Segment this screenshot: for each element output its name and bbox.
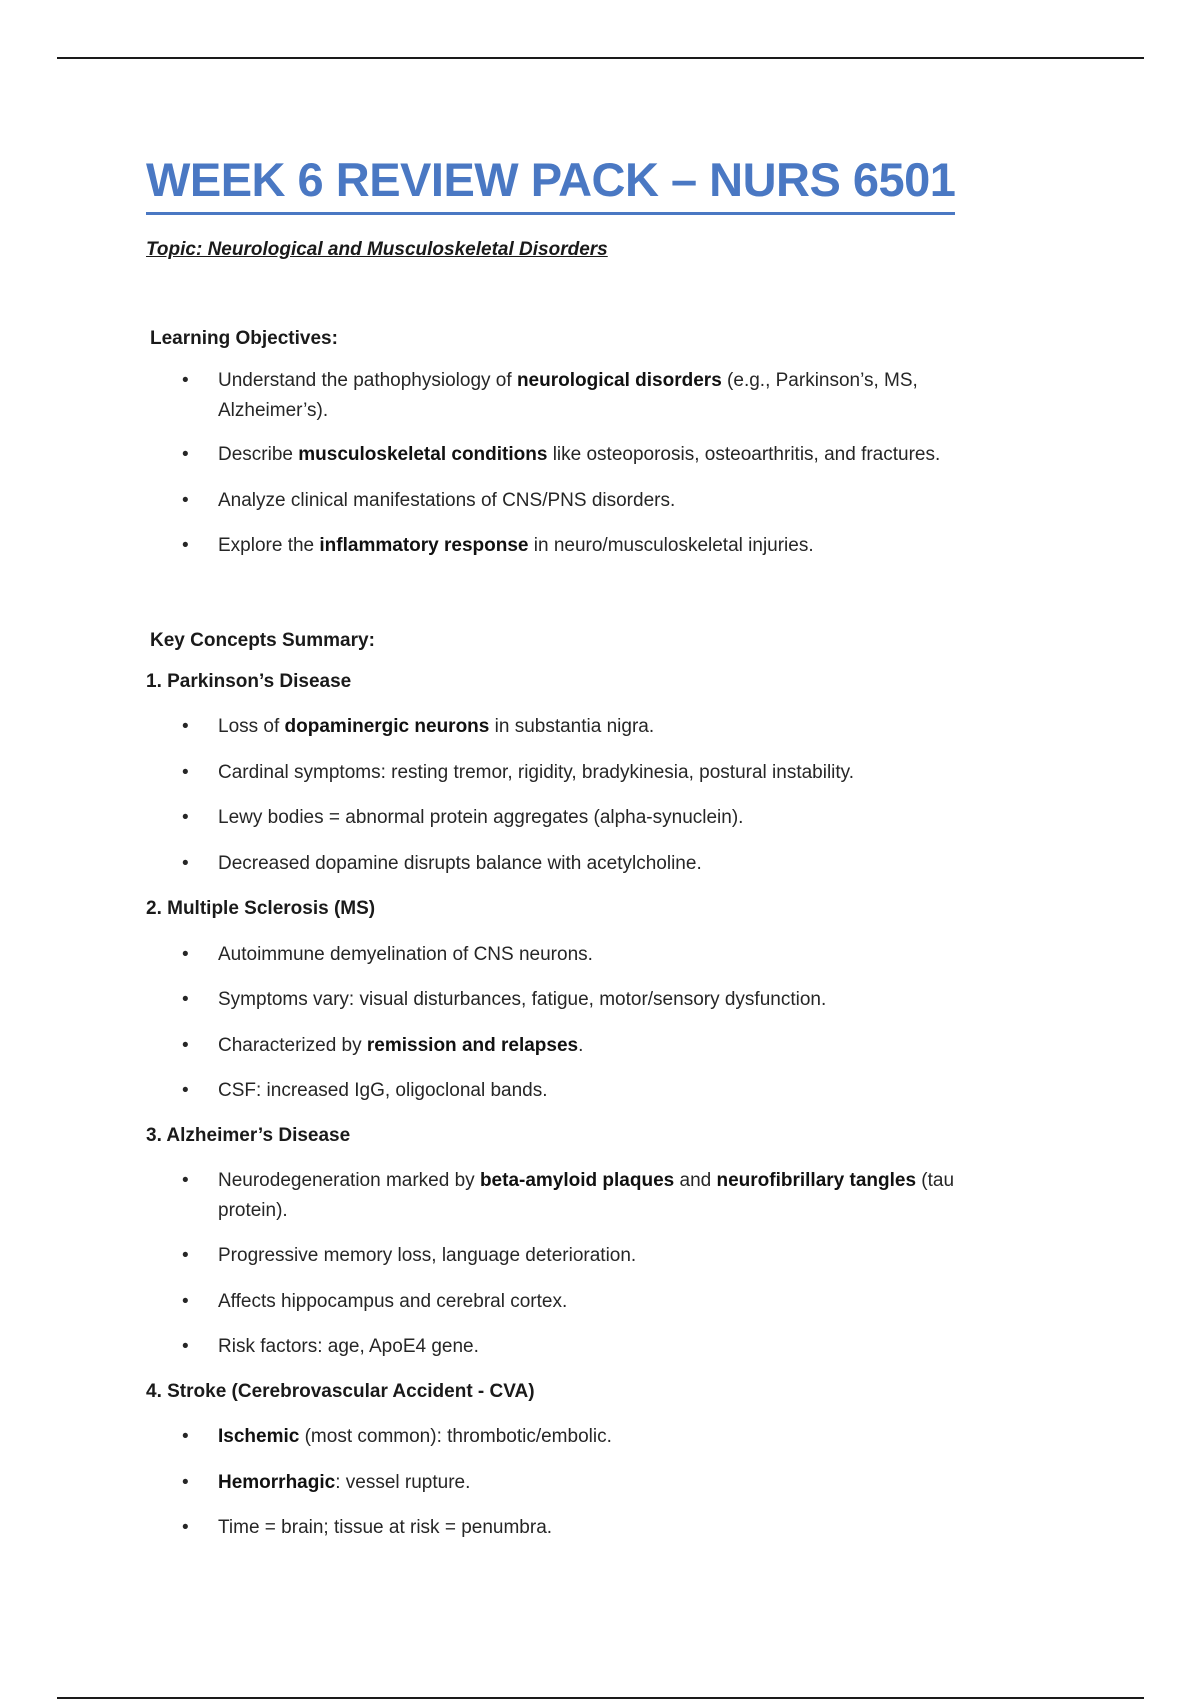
stroke-item: • Time = brain; tissue at risk = penumbra.	[182, 1513, 1002, 1543]
multiple-sclerosis-heading: 2. Multiple Sclerosis (MS)	[146, 898, 376, 919]
objective-item: • Analyze clinical manifestations of CNS/PNS disorders.	[182, 486, 1002, 516]
bullet-dot-icon: •	[182, 1245, 189, 1266]
multiple-sclerosis-item: • Autoimmune demyelination of CNS neurons.	[182, 940, 1002, 970]
objective-item: • Explore the inflammatory response in neuro/musculoskeletal injuries.	[182, 531, 1002, 561]
bullet-dot-icon: •	[182, 1472, 189, 1493]
topic-subtitle: Topic: Neurological and Musculoskeletal Disorders	[146, 239, 608, 260]
bullet-dot-icon: •	[182, 807, 189, 828]
bullet-dot-icon: •	[182, 716, 189, 737]
bottom-rule	[57, 1697, 1144, 1699]
bullet-dot-icon: •	[182, 370, 189, 391]
bullet-dot-icon: •	[182, 1080, 189, 1101]
bullet-dot-icon: •	[182, 989, 189, 1010]
bullet-dot-icon: •	[182, 944, 189, 965]
bullet-dot-icon: •	[182, 762, 189, 783]
bullet-dot-icon: •	[182, 1170, 189, 1191]
alzheimers-item: • Neurodegeneration marked by beta-amyloid plaques and neurofibrillary tangles (tau protein).	[182, 1166, 1002, 1226]
objective-item: • Understand the pathophysiology of neurological disorders (e.g., Parkinson’s, MS, Alzheimer’s).	[182, 366, 1002, 426]
parkinsons-item: • Lewy bodies = abnormal protein aggregates (alpha-synuclein).	[182, 803, 1002, 833]
multiple-sclerosis-item: • Characterized by remission and relapses.	[182, 1031, 1002, 1061]
bullet-dot-icon: •	[182, 490, 189, 511]
alzheimers-heading: 3. Alzheimer’s Disease	[146, 1125, 351, 1146]
page-title: WEEK 6 REVIEW PACK – NURS 6501	[146, 150, 955, 215]
key-concepts-heading: Key Concepts Summary:	[150, 630, 375, 651]
multiple-sclerosis-item: • Symptoms vary: visual disturbances, fatigue, motor/sensory dysfunction.	[182, 985, 1002, 1015]
bullet-dot-icon: •	[182, 1291, 189, 1312]
bullet-dot-icon: •	[182, 1336, 189, 1357]
bullet-dot-icon: •	[182, 444, 189, 465]
bullet-dot-icon: •	[182, 1517, 189, 1538]
stroke-heading: 4. Stroke (Cerebrovascular Accident - CVA)	[146, 1381, 535, 1402]
stroke-item: • Hemorrhagic: vessel rupture.	[182, 1468, 1002, 1498]
alzheimers-item: • Progressive memory loss, language deterioration.	[182, 1241, 1002, 1271]
top-rule	[57, 57, 1144, 59]
parkinsons-item: • Cardinal symptoms: resting tremor, rigidity, bradykinesia, postural instability.	[182, 758, 1002, 788]
stroke-item: • Ischemic (most common): thrombotic/embolic.	[182, 1422, 1002, 1452]
alzheimers-item: • Risk factors: age, ApoE4 gene.	[182, 1332, 1002, 1362]
bullet-dot-icon: •	[182, 1035, 189, 1056]
bullet-dot-icon: •	[182, 853, 189, 874]
bullet-dot-icon: •	[182, 1426, 189, 1447]
learning-objectives-heading: Learning Objectives:	[150, 328, 338, 349]
multiple-sclerosis-item: • CSF: increased IgG, oligoclonal bands.	[182, 1076, 1002, 1106]
alzheimers-item: • Affects hippocampus and cerebral cortex.	[182, 1287, 1002, 1317]
bullet-dot-icon: •	[182, 535, 189, 556]
parkinsons-heading: 1. Parkinson’s Disease	[146, 671, 352, 692]
parkinsons-item: • Loss of dopaminergic neurons in substantia nigra.	[182, 712, 1002, 742]
parkinsons-item: • Decreased dopamine disrupts balance with acetylcholine.	[182, 849, 1002, 879]
objective-item: • Describe musculoskeletal conditions like osteoporosis, osteoarthritis, and fractures.	[182, 440, 1002, 470]
